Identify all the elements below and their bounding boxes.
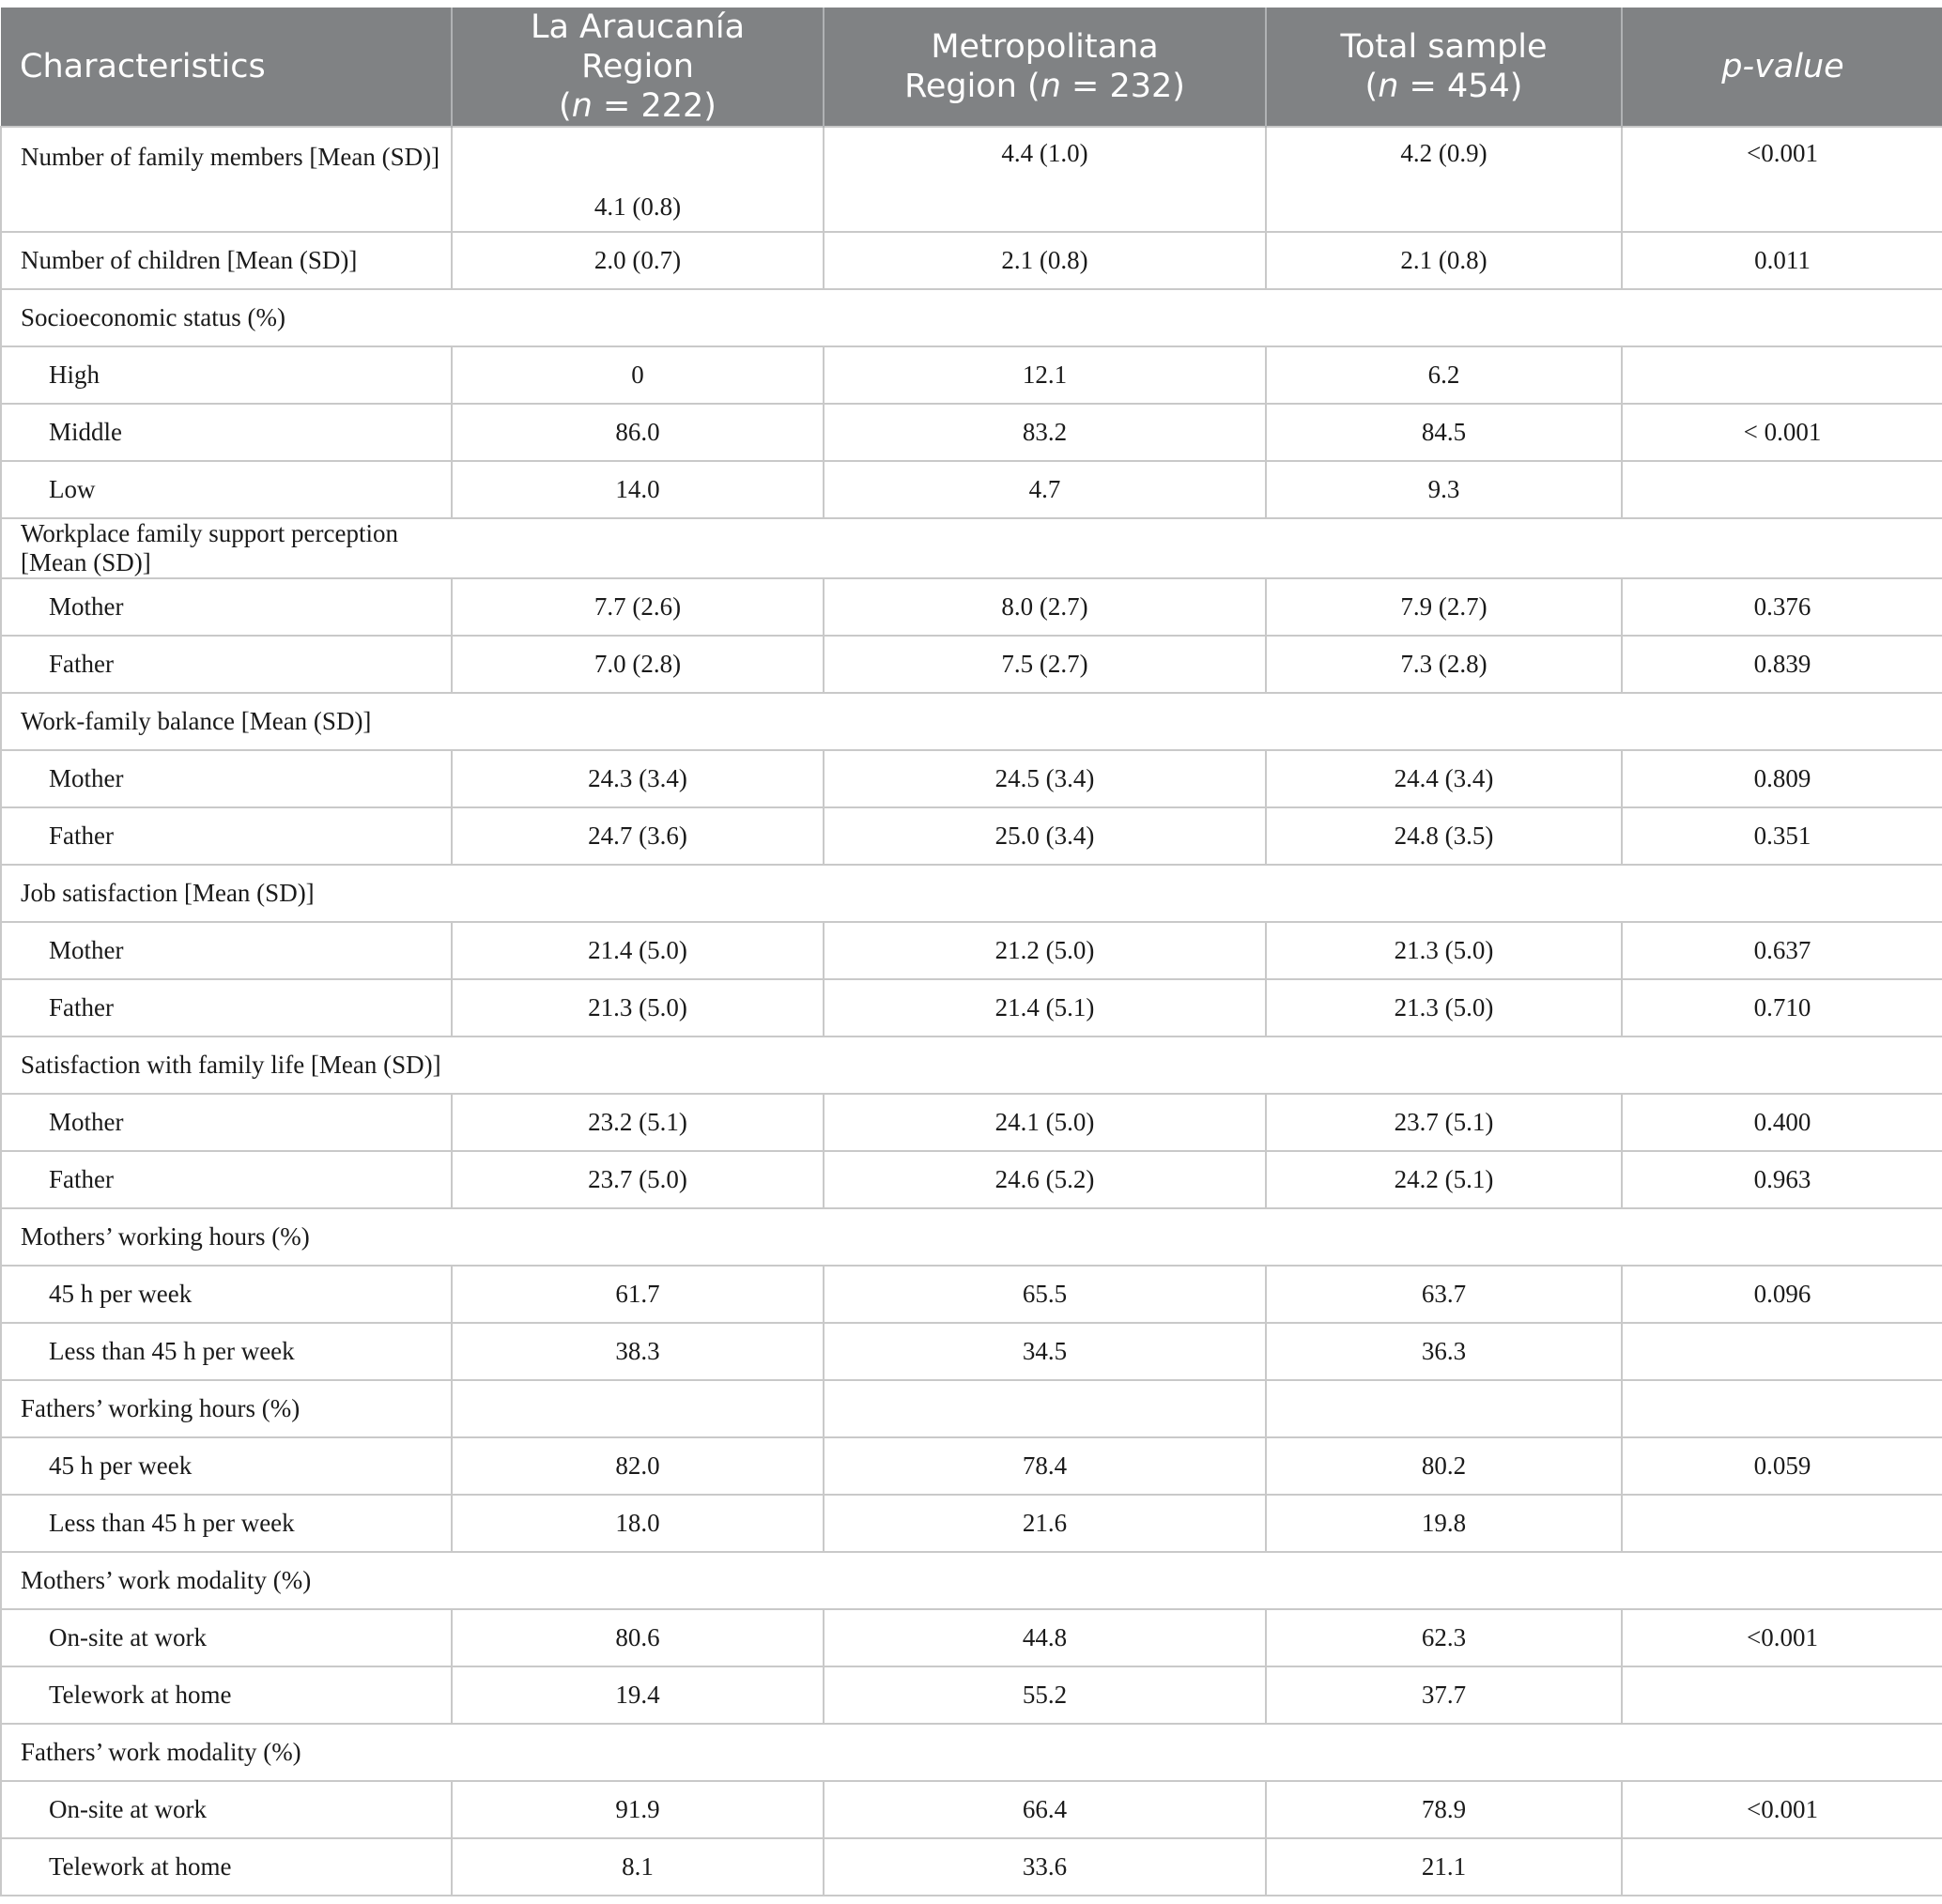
cell-total: [1266, 1380, 1622, 1437]
cell-metropolitana: [824, 865, 1266, 922]
cell-pvalue: 0.710: [1622, 979, 1942, 1036]
cell-total: 9.3: [1266, 461, 1622, 518]
header-araucania-paren: (: [559, 87, 572, 125]
cell-pvalue: [1622, 518, 1942, 578]
row-label: Workplace family support perception [Mean (SD)]: [1, 518, 452, 578]
cell-araucania: 61.7: [452, 1266, 824, 1323]
cell-araucania: 8.1: [452, 1838, 824, 1896]
cell-metropolitana: 55.2: [824, 1666, 1266, 1724]
cell-metropolitana: [824, 1036, 1266, 1094]
cell-metropolitana: 21.4 (5.1): [824, 979, 1266, 1036]
cell-araucania: [452, 865, 824, 922]
cell-total: 21.3 (5.0): [1266, 922, 1622, 979]
cell-metropolitana: 44.8: [824, 1609, 1266, 1666]
table-row: [1, 518, 1942, 578]
row-label: On-site at work: [1, 1609, 452, 1666]
table-row: [1, 1838, 1942, 1896]
cell-pvalue: [1622, 461, 1942, 518]
table-row: [1, 1036, 1942, 1094]
row-label: Number of children [Mean (SD)]: [1, 232, 452, 289]
row-label: Mother: [1, 578, 452, 636]
table-row: [1, 404, 1942, 461]
cell-metropolitana: [824, 289, 1266, 346]
row-label: Fathers’ working hours (%): [1, 1380, 452, 1437]
cell-total: 7.3 (2.8): [1266, 636, 1622, 693]
table-row: [1, 1552, 1942, 1609]
cell-metropolitana: 66.4: [824, 1781, 1266, 1838]
row-label: Socioeconomic status (%): [1, 289, 452, 346]
row-label: Number of family members [Mean (SD)]: [1, 127, 452, 232]
cell-pvalue: < 0.001: [1622, 404, 1942, 461]
row-label: Less than 45 h per week: [1, 1323, 452, 1380]
table-row: [1, 127, 1942, 232]
header-total-paren: (: [1364, 68, 1379, 105]
cell-pvalue: <0.001: [1622, 127, 1942, 232]
cell-pvalue: 0.400: [1622, 1094, 1942, 1151]
cell-metropolitana: [824, 693, 1266, 750]
table-row: [1, 461, 1942, 518]
cell-total: 19.8: [1266, 1495, 1622, 1552]
cell-total: 63.7: [1266, 1266, 1622, 1323]
cell-pvalue: 0.059: [1622, 1437, 1942, 1495]
row-label: 45 h per week: [1, 1437, 452, 1495]
cell-metropolitana: 7.5 (2.7): [824, 636, 1266, 693]
cell-pvalue: [1622, 346, 1942, 404]
cell-pvalue: <0.001: [1622, 1609, 1942, 1666]
row-label: Middle: [1, 404, 452, 461]
row-label: Fathers’ work modality (%): [1, 1724, 452, 1781]
cell-araucania: 21.4 (5.0): [452, 922, 824, 979]
cell-pvalue: [1622, 1380, 1942, 1437]
table-row: [1, 578, 1942, 636]
row-label: Job satisfaction [Mean (SD)]: [1, 865, 452, 922]
cell-total: [1266, 518, 1622, 578]
cell-total: 4.2 (0.9): [1266, 127, 1622, 232]
cell-pvalue: 0.376: [1622, 578, 1942, 636]
table-container: [0, 8, 1942, 1896]
table-row: [1, 750, 1942, 807]
cell-pvalue: [1622, 1666, 1942, 1724]
cell-pvalue: 0.351: [1622, 807, 1942, 865]
cell-total: [1266, 1552, 1622, 1609]
table-row: [1, 693, 1942, 750]
table-row: [1, 979, 1942, 1036]
cell-pvalue: [1622, 1495, 1942, 1552]
cell-pvalue: 0.963: [1622, 1151, 1942, 1208]
cell-araucania: 7.7 (2.6): [452, 578, 824, 636]
table-row: [1, 1323, 1942, 1380]
cell-pvalue: [1622, 1838, 1942, 1896]
table-row: [1, 1609, 1942, 1666]
cell-metropolitana: 4.7: [824, 461, 1266, 518]
cell-metropolitana: 25.0 (3.4): [824, 807, 1266, 865]
cell-total: 84.5: [1266, 404, 1622, 461]
cell-pvalue: [1622, 289, 1942, 346]
row-label: Father: [1, 979, 452, 1036]
cell-total: 24.4 (3.4): [1266, 750, 1622, 807]
row-label: Mothers’ working hours (%): [1, 1208, 452, 1266]
row-label: Telework at home: [1, 1838, 452, 1896]
header-total-line1: Total sample: [1340, 28, 1548, 66]
cell-pvalue: 0.011: [1622, 232, 1942, 289]
cell-total: 23.7 (5.1): [1266, 1094, 1622, 1151]
cell-total: 24.2 (5.1): [1266, 1151, 1622, 1208]
row-label: Mothers’ work modality (%): [1, 1552, 452, 1609]
cell-metropolitana: [824, 1552, 1266, 1609]
cell-araucania: 91.9: [452, 1781, 824, 1838]
header-araucania-line1: La Araucanía Region: [530, 8, 746, 85]
table-row: [1, 1781, 1942, 1838]
header-total: [1266, 8, 1622, 127]
row-label: Mother: [1, 922, 452, 979]
cell-pvalue: [1622, 1552, 1942, 1609]
cell-araucania: [452, 1724, 824, 1781]
cell-metropolitana: 83.2: [824, 404, 1266, 461]
cell-total: [1266, 1036, 1622, 1094]
cell-araucania: 80.6: [452, 1609, 824, 1666]
header-metropolitana: [824, 8, 1266, 127]
cell-metropolitana: [824, 518, 1266, 578]
cell-araucania: 2.0 (0.7): [452, 232, 824, 289]
cell-araucania: 23.2 (5.1): [452, 1094, 824, 1151]
header-pvalue: [1622, 8, 1942, 127]
table-row: [1, 1380, 1942, 1437]
header-araucania-count: = 222): [592, 87, 717, 125]
table-row: [1, 1208, 1942, 1266]
cell-total: 21.1: [1266, 1838, 1622, 1896]
cell-metropolitana: [824, 1380, 1266, 1437]
row-label: On-site at work: [1, 1781, 452, 1838]
cell-metropolitana: 24.1 (5.0): [824, 1094, 1266, 1151]
cell-total: 21.3 (5.0): [1266, 979, 1622, 1036]
cell-metropolitana: 2.1 (0.8): [824, 232, 1266, 289]
row-label: Telework at home: [1, 1666, 452, 1724]
row-label: Satisfaction with family life [Mean (SD)]: [1, 1036, 452, 1094]
cell-araucania: [452, 289, 824, 346]
cell-metropolitana: 21.2 (5.0): [824, 922, 1266, 979]
cell-pvalue: [1622, 865, 1942, 922]
cell-araucania: [452, 1380, 824, 1437]
cell-araucania: [452, 693, 824, 750]
row-label: Less than 45 h per week: [1, 1495, 452, 1552]
table-row: [1, 922, 1942, 979]
cell-pvalue: 0.637: [1622, 922, 1942, 979]
header-total-n: n: [1378, 68, 1399, 105]
table-row: [1, 232, 1942, 289]
cell-metropolitana: 8.0 (2.7): [824, 578, 1266, 636]
cell-araucania: 4.1 (0.8): [452, 127, 824, 232]
row-label: Low: [1, 461, 452, 518]
table-row: [1, 1266, 1942, 1323]
cell-araucania: 7.0 (2.8): [452, 636, 824, 693]
cell-araucania: [452, 1552, 824, 1609]
cell-total: 80.2: [1266, 1437, 1622, 1495]
table-row: [1, 1151, 1942, 1208]
cell-araucania: 24.3 (3.4): [452, 750, 824, 807]
cell-metropolitana: 33.6: [824, 1838, 1266, 1896]
row-label: Father: [1, 1151, 452, 1208]
cell-araucania: 18.0: [452, 1495, 824, 1552]
cell-pvalue: [1622, 1208, 1942, 1266]
cell-metropolitana: 78.4: [824, 1437, 1266, 1495]
table-row: [1, 1094, 1942, 1151]
cell-araucania: [452, 1036, 824, 1094]
cell-metropolitana: [824, 1724, 1266, 1781]
cell-metropolitana: 65.5: [824, 1266, 1266, 1323]
cell-total: 36.3: [1266, 1323, 1622, 1380]
header-araucania-n: n: [571, 87, 593, 125]
cell-metropolitana: 24.6 (5.2): [824, 1151, 1266, 1208]
table-row: [1, 807, 1942, 865]
cell-araucania: 38.3: [452, 1323, 824, 1380]
cell-pvalue: 0.809: [1622, 750, 1942, 807]
table-row: [1, 1437, 1942, 1495]
cell-metropolitana: 24.5 (3.4): [824, 750, 1266, 807]
header-metropolitana-count: = 232): [1060, 68, 1185, 105]
cell-metropolitana: 12.1: [824, 346, 1266, 404]
header-characteristics-text: Characteristics: [20, 48, 266, 85]
cell-pvalue: <0.001: [1622, 1781, 1942, 1838]
cell-total: 7.9 (2.7): [1266, 578, 1622, 636]
cell-total: [1266, 865, 1622, 922]
cell-total: 2.1 (0.8): [1266, 232, 1622, 289]
cell-araucania: 82.0: [452, 1437, 824, 1495]
header-metropolitana-n: n: [1040, 68, 1061, 105]
cell-total: 62.3: [1266, 1609, 1622, 1666]
row-label: Father: [1, 636, 452, 693]
cell-metropolitana: 34.5: [824, 1323, 1266, 1380]
table-row: [1, 1724, 1942, 1781]
header-araucania: [452, 8, 824, 127]
cell-araucania: 21.3 (5.0): [452, 979, 824, 1036]
table-row: [1, 636, 1942, 693]
header-metropolitana-region: Region (: [904, 68, 1040, 105]
table-row: [1, 1666, 1942, 1724]
header-characteristics: [1, 8, 452, 127]
cell-metropolitana: [824, 1208, 1266, 1266]
cell-araucania: 24.7 (3.6): [452, 807, 824, 865]
cell-metropolitana: 21.6: [824, 1495, 1266, 1552]
cell-total: [1266, 1724, 1622, 1781]
row-label: Mother: [1, 1094, 452, 1151]
cell-pvalue: [1622, 1323, 1942, 1380]
cell-pvalue: [1622, 1036, 1942, 1094]
header-total-count: = 454): [1398, 68, 1523, 105]
row-label: Mother: [1, 750, 452, 807]
cell-total: [1266, 289, 1622, 346]
table-row: [1, 346, 1942, 404]
cell-total: [1266, 1208, 1622, 1266]
cell-araucania: [452, 1208, 824, 1266]
cell-pvalue: [1622, 693, 1942, 750]
cell-araucania: 19.4: [452, 1666, 824, 1724]
header-row: [1, 8, 1942, 127]
header-metropolitana-line1: Metropolitana: [931, 28, 1159, 66]
cell-pvalue: [1622, 1724, 1942, 1781]
row-label: Work-family balance [Mean (SD)]: [1, 693, 452, 750]
table-header: [1, 8, 1942, 127]
row-label: Father: [1, 807, 452, 865]
header-pvalue-text: p-value: [1721, 48, 1844, 85]
cell-total: [1266, 693, 1622, 750]
row-label: High: [1, 346, 452, 404]
cell-pvalue: 0.839: [1622, 636, 1942, 693]
cell-araucania: 14.0: [452, 461, 824, 518]
cell-araucania: 23.7 (5.0): [452, 1151, 824, 1208]
cell-metropolitana: 4.4 (1.0): [824, 127, 1266, 232]
cell-total: 6.2: [1266, 346, 1622, 404]
table-row: [1, 289, 1942, 346]
cell-pvalue: 0.096: [1622, 1266, 1942, 1323]
cell-total: 24.8 (3.5): [1266, 807, 1622, 865]
cell-araucania: 86.0: [452, 404, 824, 461]
row-label: 45 h per week: [1, 1266, 452, 1323]
characteristics-table: [0, 8, 1942, 1896]
cell-araucania: [452, 518, 824, 578]
table-body: [1, 127, 1942, 1896]
cell-total: 78.9: [1266, 1781, 1622, 1838]
table-row: [1, 1495, 1942, 1552]
table-row: [1, 865, 1942, 922]
cell-araucania: 0: [452, 346, 824, 404]
cell-total: 37.7: [1266, 1666, 1622, 1724]
